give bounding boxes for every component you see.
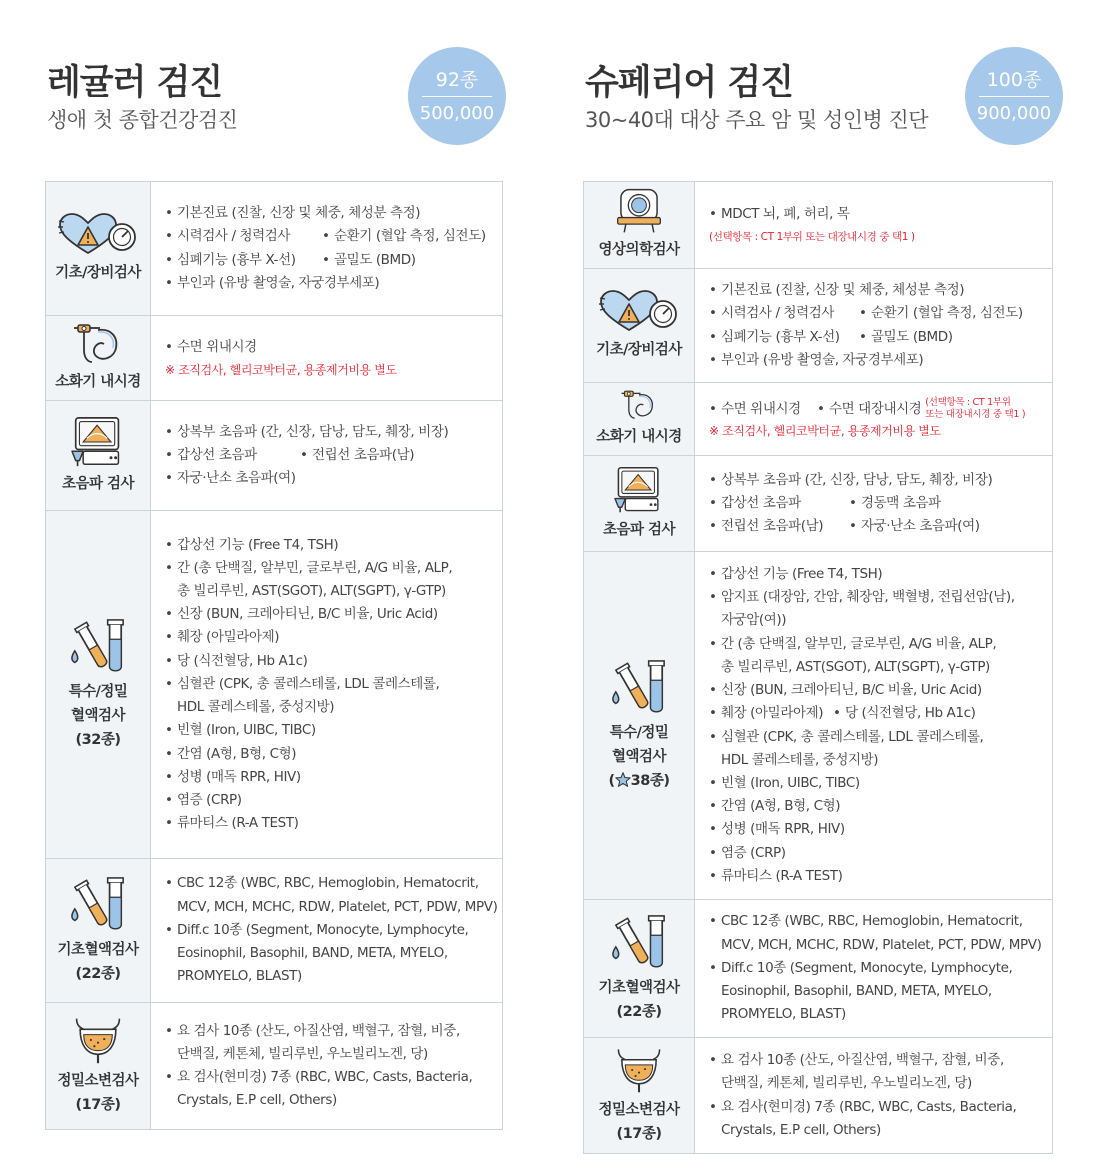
- endoscopy-note: ※ 조직검사, 헬리코박터균, 용종제거비용 별도: [165, 362, 397, 377]
- endoscope-icon: [68, 322, 128, 366]
- bladder-icon: [611, 1046, 667, 1094]
- test-tubes-icon: [610, 659, 668, 717]
- endoscopy-note: ※ 조직검사, 헬리코박터균, 용종제거비용 별도: [709, 424, 941, 439]
- list-item: • 간염 (A형, B형, C형): [709, 795, 1042, 818]
- category-cell: [584, 1038, 695, 1154]
- list-item: • 시력검사 / 청력검사 • 순환기 (혈압 측정, 심전도): [709, 302, 1042, 325]
- list-item: • 요 검사 10종 (산도, 아질산염, 백혈구, 잠혈, 비중, 단백질, 케톤체, 빌리루빈, 우노빌리노겐, 당): [709, 1049, 1042, 1095]
- badge-price: 500,000: [419, 103, 495, 124]
- category-cell: [584, 383, 695, 456]
- list-item: • 빈혈 (Iron, UIBC, TIBC): [165, 719, 492, 742]
- badge-count: 100종: [986, 69, 1042, 91]
- list-item: • 심폐기능 (흉부 X-선) • 골밀도 (BMD): [709, 326, 1042, 349]
- test-tubes-icon: [69, 876, 127, 934]
- list-item: • 류마티스 (R-A TEST): [709, 865, 1042, 888]
- superior-title: 슈페리어 검진: [585, 63, 794, 103]
- heart-gauge-icon: [58, 213, 138, 257]
- list-item: • 심혈관 (CPK, 총 콜레스테롤, LDL 콜레스테롤, HDL 콜레스테롤, 중성지방): [709, 726, 1042, 772]
- ct-scanner-icon: [614, 188, 664, 234]
- list-item: • 염증 (CRP): [709, 842, 1042, 865]
- list-item: • 요 검사(현미경) 7종 (RBC, WBC, Casts, Bacteria, Crystals, E.P cell, Others): [165, 1066, 492, 1112]
- items-cell: [151, 316, 503, 401]
- list-item: • 기본진료 (진찰, 신장 및 체중, 체성분 측정): [709, 279, 1042, 302]
- list-item: • 요 검사 10종 (산도, 아질산염, 백혈구, 잠혈, 비중, 단백질, 케톤체, 빌리루빈, 우노빌리노겐, 당): [165, 1020, 492, 1066]
- items-cell: [151, 401, 503, 511]
- category-count: (22종): [75, 965, 121, 982]
- superior-subtitle: 30~40대 대상 주요 암 및 성인병 진단: [585, 108, 929, 132]
- regular-title: 레귤러 검진: [47, 63, 223, 103]
- list-item: • 갑상선 초음파 • 경동맥 초음파: [709, 492, 1042, 515]
- items-cell: [151, 511, 503, 859]
- items-cell: [695, 1038, 1053, 1154]
- star-icon: [615, 772, 631, 787]
- category-name: 기초/장비검사: [596, 341, 682, 358]
- list-item: • 심폐기능 (흉부 X-선) • 골밀도 (BMD): [165, 249, 492, 272]
- category-count: (22종): [616, 1003, 662, 1020]
- items-cell: [695, 383, 1053, 456]
- category-cell: [584, 900, 695, 1038]
- category-cell: [46, 859, 151, 1003]
- category-cell: [46, 511, 151, 859]
- list-item: • 갑상선 기능 (Free T4, TSH): [709, 563, 1042, 586]
- category-cell: [584, 269, 695, 383]
- list-item: • 신장 (BUN, 크레아티닌, B/C 비율, Uric Acid): [165, 603, 492, 626]
- list-item: • 췌장 (아밀라아제): [165, 626, 492, 649]
- items-cell: [695, 900, 1053, 1038]
- list-item: • 췌장 (아밀라아제) • 당 (식전혈당, Hb A1c): [709, 702, 1042, 725]
- list-item: • 간 (총 단백질, 알부민, 글로부린, A/G 비율, ALP, 총 빌리루빈, AST(SGOT), ALT(SGPT), γ-GTP): [709, 633, 1042, 679]
- category-name: 정밀소변검사: [57, 1073, 139, 1089]
- row-endoscopy: [584, 383, 1053, 456]
- list-item: • 갑상선 초음파 • 전립선 초음파(남): [165, 444, 492, 467]
- list-item: • CBC 12종 (WBC, RBC, Hemoglobin, Hematocrit, MCV, MCH, MCHC, RDW, Platelet, PCT, PDW, MPV): [709, 910, 1042, 956]
- items-cell: [151, 1003, 503, 1130]
- category-name: 소화기 내시경: [55, 374, 141, 390]
- category-name: 소화기 내시경: [596, 429, 682, 445]
- category-count: ( 38종): [608, 772, 670, 789]
- items-cell: [151, 859, 503, 1003]
- list-item: • Diff.c 10종 (Segment, Monocyte, Lymphocyte, Eosinophil, Basophil, BAND, META, MYELO, PROMYELO, BLAST): [709, 957, 1042, 1027]
- badge-price: 900,000: [976, 103, 1052, 124]
- list-item: • 갑상선 기능 (Free T4, TSH): [165, 534, 492, 557]
- category-cell: [46, 401, 151, 511]
- row-basic-blood: [46, 859, 503, 1003]
- list-item: • 부인과 (유방 촬영술, 자궁경부세포): [165, 272, 492, 295]
- category-cell: [46, 316, 151, 401]
- category-name: 기초혈액검사: [598, 979, 680, 996]
- list-item: • 시력검사 / 청력검사 • 순환기 (혈압 측정, 심전도): [165, 225, 492, 248]
- category-name: 기초혈액검사: [57, 941, 139, 958]
- category-cell: [584, 182, 695, 269]
- items-cell: [151, 182, 503, 316]
- list-item: • 부인과 (유방 촬영술, 자궁경부세포): [709, 349, 1042, 372]
- regular-exam-table: [45, 181, 503, 1130]
- items-cell: [695, 552, 1053, 900]
- regular-subtitle: 생애 첫 종합건강검진: [47, 108, 238, 132]
- list-item: • 성병 (매독 RPR, HIV): [165, 766, 492, 789]
- badge-divider: [979, 96, 1049, 97]
- category-count: (32종): [75, 731, 121, 748]
- row-basic: [584, 269, 1053, 383]
- test-tubes-icon: [610, 914, 668, 972]
- list-item: • 수면 위내시경 • 수면 대장내시경 (선택항목 : CT 1부위 또는 대장내시경 중 택1 ): [709, 397, 1042, 421]
- category-name: 초음파 검사: [602, 521, 676, 538]
- list-item: • 간염 (A형, B형, C형): [165, 743, 492, 766]
- row-blood: [584, 552, 1053, 900]
- category-name: 초음파 검사: [61, 475, 135, 492]
- category-count: (17종): [616, 1125, 662, 1142]
- category-cell: [46, 1003, 151, 1130]
- row-urine: [584, 1038, 1053, 1154]
- category-cell: [584, 552, 695, 900]
- category-name: 영상의학검사: [598, 242, 680, 258]
- items-cell: [695, 182, 1053, 269]
- category-name: 특수/정밀: [609, 724, 669, 741]
- category-name: 혈액검사: [70, 707, 126, 724]
- ultrasound-icon: [613, 466, 665, 514]
- list-item: • 기본진료 (진찰, 신장 및 체중, 체성분 측정): [165, 202, 492, 225]
- list-item: • MDCT 뇌, 폐, 허리, 목: [709, 203, 1042, 226]
- category-name: 기초/장비검사: [55, 264, 141, 281]
- row-imaging: [584, 182, 1053, 269]
- row-blood: [46, 511, 503, 859]
- list-item: • 요 검사(현미경) 7종 (RBC, WBC, Casts, Bacteria, Crystals, E.P cell, Others): [709, 1096, 1042, 1142]
- category-name: 혈액검사: [611, 748, 667, 765]
- badge-count: 92종: [435, 69, 479, 91]
- endoscopy-option-note: (선택항목 : CT 1부위 또는 대장내시경 중 택1 ): [925, 396, 1026, 420]
- category-name: 정밀소변검사: [598, 1101, 680, 1118]
- row-urine: [46, 1003, 503, 1130]
- list-item: • 수면 위내시경: [165, 336, 492, 359]
- row-ultrasound: [584, 456, 1053, 552]
- category-name: 특수/정밀: [68, 683, 128, 700]
- list-item: • 간 (총 단백질, 알부민, 글로부린, A/G 비율, ALP, 총 빌리루빈, AST(SGOT), ALT(SGPT), γ-GTP): [165, 557, 492, 603]
- row-basic-blood: [584, 900, 1053, 1038]
- list-item: • 상복부 초음파 (간, 신장, 담낭, 담도, 췌장, 비장): [165, 421, 492, 444]
- list-item: • 성병 (매독 RPR, HIV): [709, 818, 1042, 841]
- list-item: • 전립선 초음파(남) • 자궁·난소 초음파(여): [709, 515, 1042, 538]
- list-item: • 류마티스 (R-A TEST): [165, 812, 492, 835]
- list-item: • CBC 12종 (WBC, RBC, Hemoglobin, Hematocrit, MCV, MCH, MCHC, RDW, Platelet, PCT, PDW, MPV): [165, 872, 492, 918]
- list-item: • 빈혈 (Iron, UIBC, TIBC): [709, 772, 1042, 795]
- row-endoscopy: [46, 316, 503, 401]
- superior-price-badge: [965, 47, 1063, 145]
- ultrasound-icon: [70, 416, 126, 468]
- list-item: • 암지표 (대장암, 간암, 췌장암, 백혈병, 전립선암(남), 자궁암(여)): [709, 586, 1042, 632]
- list-item: • Diff.c 10종 (Segment, Monocyte, Lymphocyte, Eosinophil, Basophil, BAND, META, MYELO, PROMYELO, BLAST): [165, 919, 492, 989]
- badge-divider: [422, 96, 492, 97]
- items-cell: [695, 456, 1053, 552]
- list-item: • 자궁·난소 초음파(여): [165, 467, 492, 490]
- list-item: • 염증 (CRP): [165, 789, 492, 812]
- category-cell: [46, 182, 151, 316]
- regular-price-badge: [408, 47, 506, 145]
- heart-gauge-icon: [599, 290, 679, 334]
- items-cell: [695, 269, 1053, 383]
- list-item: • 심혈관 (CPK, 총 콜레스테롤, LDL 콜레스테롤, HDL 콜레스테롤, 중성지방): [165, 673, 492, 719]
- list-item: • 당 (식전혈당, Hb A1c): [165, 650, 492, 673]
- imaging-note: (선택항목 : CT 1부위 또는 대장내시경 중 택1 ): [709, 230, 915, 243]
- superior-exam-table: [583, 181, 1053, 1154]
- list-item: • 상복부 초음파 (간, 신장, 담낭, 담도, 췌장, 비장): [709, 469, 1042, 492]
- bladder-icon: [69, 1015, 127, 1065]
- category-cell: [584, 456, 695, 552]
- list-item: • 신장 (BUN, 크레아티닌, B/C 비율, Uric Acid): [709, 679, 1042, 702]
- category-count: (17종): [75, 1097, 121, 1113]
- endoscope-icon: [617, 389, 661, 421]
- row-basic: [46, 182, 503, 316]
- test-tubes-icon: [69, 618, 127, 676]
- row-ultrasound: [46, 401, 503, 511]
